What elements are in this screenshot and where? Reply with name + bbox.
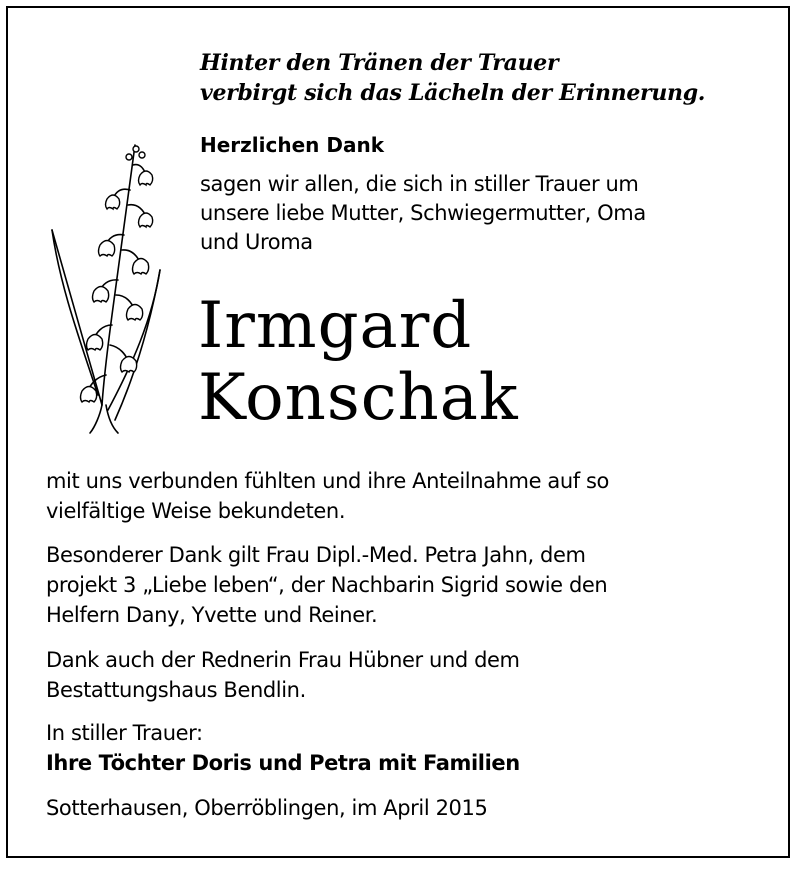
paragraph-2: [46, 540, 607, 630]
signature-names: Ihre Töchter Doris und Petra mit Familien: [46, 751, 520, 775]
motto: [200, 48, 705, 108]
paragraph-3: [46, 645, 520, 705]
paragraph-2-line-3: Helfern Dany, Yvette und Reiner.: [46, 603, 378, 627]
signature: [46, 718, 520, 778]
motto-line-1: Hinter den Tränen der Trauer: [200, 50, 559, 76]
paragraph-1: [46, 466, 609, 526]
motto-line-2: verbirgt sich das Lächeln der Erinnerung.: [200, 80, 706, 106]
deceased-first-name: Irmgard: [198, 289, 473, 363]
intro-text: [200, 170, 646, 257]
place-date-text: Sotterhausen, Oberröblingen, im April 2015: [46, 796, 488, 820]
lily-of-the-valley-icon: [40, 135, 175, 435]
paragraph-1-line-2: vielfältige Weise bekundeten.: [46, 499, 346, 523]
paragraph-1-line-1: mit uns verbunden fühlten und ihre Anteilnahme auf so: [46, 469, 609, 493]
deceased-last-name: Konschak: [198, 361, 519, 435]
signature-label: In stiller Trauer:: [46, 721, 203, 745]
intro-line-1: sagen wir allen, die sich in stiller Trauer um: [200, 172, 639, 196]
heading: Herzlichen Dank: [200, 133, 385, 157]
intro-line-3: und Uroma: [200, 230, 313, 254]
place-date: [46, 793, 487, 823]
intro-line-2: unsere liebe Mutter, Schwiegermutter, Oma: [200, 201, 646, 225]
paragraph-2-line-2: projekt 3 „Liebe leben“, der Nachbarin Sigrid sowie den: [46, 573, 608, 597]
paragraph-2-line-1: Besonderer Dank gilt Frau Dipl.-Med. Petra Jahn, dem: [46, 543, 586, 567]
paragraph-3-line-2: Bestattungshaus Bendlin.: [46, 678, 306, 702]
paragraph-3-line-1: Dank auch der Rednerin Frau Hübner und dem: [46, 648, 520, 672]
deceased-name: [198, 290, 519, 434]
